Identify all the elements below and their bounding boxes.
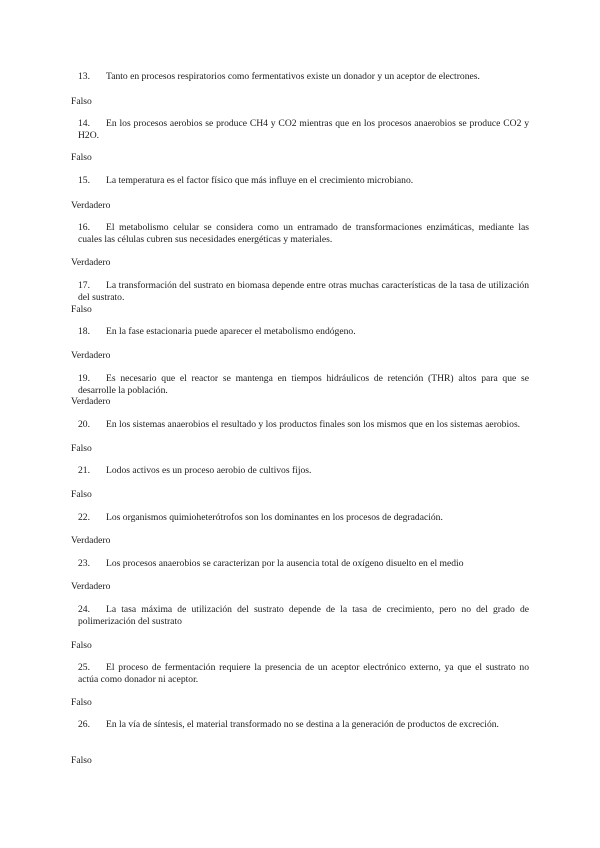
- question-number: 22.: [78, 512, 90, 523]
- question-25: [78, 662, 529, 685]
- question-number: 20.: [78, 419, 90, 430]
- question-text: Los procesos anaerobios se caracterizan por la ausencia total de oxígeno disuelto en el medio: [106, 558, 464, 569]
- question-number: 14.: [78, 118, 90, 129]
- answer-16: Verdadero: [71, 257, 111, 268]
- question-15: [78, 175, 529, 187]
- question-number: 15.: [78, 175, 90, 186]
- answer-14: Falso: [71, 152, 92, 163]
- question-text: Es necesario que el reactor se mantenga en tiempos hidráulicos de retención (THR) altos para que se desarrolle la población.: [78, 373, 529, 396]
- question-19: [78, 373, 529, 396]
- answer-13: Falso: [71, 96, 92, 107]
- question-number: 17.: [78, 280, 90, 291]
- question-number: 21.: [78, 465, 90, 476]
- question-24: [78, 604, 529, 627]
- answer-15: Verdadero: [71, 200, 111, 211]
- answer-22: Verdadero: [71, 535, 111, 546]
- question-text: En la vía de síntesis, el material transformado no se destina a la generación de productos de excreción.: [106, 719, 499, 730]
- answer-24: Falso: [71, 640, 92, 651]
- question-text: Tanto en procesos respiratorios como fermentativos existe un donador y un aceptor de electrones.: [106, 71, 480, 82]
- question-22: [78, 512, 529, 524]
- question-number: 23.: [78, 558, 90, 569]
- question-number: 16.: [78, 222, 90, 233]
- question-26: [78, 719, 529, 731]
- question-text: El metabolismo celular se considera como un entramado de transformaciones enzimáticas, mediante las cuales las células cubren sus necesidades energéticas y materiales.: [78, 222, 529, 245]
- question-14: [78, 118, 529, 141]
- question-text: Lodos activos es un proceso aerobio de cultivos fijos.: [106, 465, 312, 476]
- question-16: [78, 222, 529, 245]
- question-text: En la fase estacionaria puede aparecer el metabolismo endógeno.: [106, 326, 356, 337]
- question-20: [78, 419, 529, 431]
- answer-23: Verdadero: [71, 581, 111, 592]
- question-number: 13.: [78, 71, 90, 82]
- question-23: [78, 558, 529, 570]
- question-text: La transformación del sustrato en biomasa depende entre otras muchas características de la tasa de utilización del sustrato.: [78, 280, 529, 303]
- question-number: 19.: [78, 373, 90, 384]
- question-text: El proceso de fermentación requiere la presencia de un aceptor electrónico externo, ya que el sustrato no actúa como donador ni aceptor.: [78, 662, 529, 685]
- answer-25: Falso: [71, 697, 92, 708]
- question-text: La temperatura es el factor físico que más influye en el crecimiento microbiano.: [106, 175, 414, 186]
- answer-17: Falso: [71, 304, 92, 315]
- answer-20: Falso: [71, 443, 92, 454]
- answer-18: Verdadero: [71, 350, 111, 361]
- question-number: 24.: [78, 604, 90, 615]
- question-text: La tasa máxima de utilización del sustrato depende de la tasa de crecimiento, pero no del grado de polimerización del sustrato: [78, 604, 529, 627]
- question-number: 25.: [78, 662, 90, 673]
- answer-19: Verdadero: [71, 396, 111, 407]
- answer-21: Falso: [71, 489, 92, 500]
- question-18: [78, 326, 529, 338]
- question-number: 18.: [78, 326, 90, 337]
- question-text: En los procesos aerobios se produce CH4 y CO2 mientras que en los procesos anaerobios se produce CO2 y H2O.: [78, 118, 529, 141]
- question-text: Los organismos quimioheterótrofos son los dominantes en los procesos de degradación.: [106, 512, 443, 523]
- question-text: En los sistemas anaerobios el resultado y los productos finales son los mismos que en los sistemas aerobios.: [106, 419, 521, 430]
- question-21: [78, 465, 529, 477]
- answer-26: Falso: [71, 755, 92, 766]
- question-17: [78, 280, 529, 303]
- question-number: 26.: [78, 719, 90, 730]
- question-13: [78, 71, 529, 83]
